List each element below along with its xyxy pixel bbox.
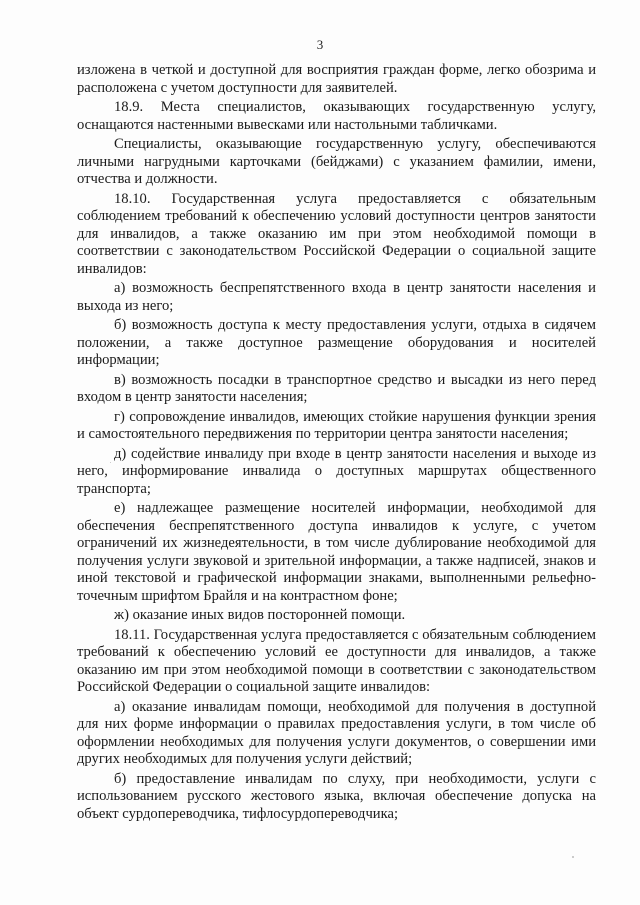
list-item-zh: ж) оказание иных видов посторонней помощи. — [114, 607, 406, 623]
list-item-b-2: б) предоставление инвалидам по слуху, при необходимости, услуги с использованием русского жестового языка, включая обеспечение допуска на объект сурдопереводчика, тифлосурдопереводчика; — [77, 770, 596, 822]
page-number: 3 — [316, 37, 324, 52]
scan-speck — [572, 856, 574, 858]
list-item-e: е) надлежащее размещение носителей информации, необходимой для обеспечения беспрепятственного доступа инвалидов к услуге, с учетом ограничений их жизнедеятельности, в том числе дублирование необходимой для получения услуги звуковой и зрительной информации, а также надписей, знаков и иной текстовой и графической информации знаками, выполненными рельефно-точечным шрифтом Брайля и на контрастном фоне; — [77, 500, 596, 604]
paragraph-continuation: изложена в четкой и доступной для восприятия граждан форме, легко обозрима и расположена с учетом доступности для заявителей. — [77, 62, 596, 96]
document-body — [77, 62, 596, 825]
list-item-v: в) возможность посадки в транспортное средство и высадки из него перед входом в центр занятости населения; — [77, 371, 596, 405]
list-item-d: д) содействие инвалиду при входе в центр занятости населения и выходе из него, информирование инвалида о доступных маршрутах общественного транспорта; — [77, 445, 596, 497]
paragraph-18-9: 18.9. Места специалистов, оказывающих государственную услугу, оснащаются настенными вывесками или настольными табличками. — [77, 99, 596, 133]
paragraph-specialists-badges: Специалисты, оказывающие государственную услугу, обеспечиваются личными нагрудными карточками (бейджами) с указанием фамилии, имени, отчества и должности. — [77, 136, 596, 187]
list-item-a-2: а) оказание инвалидам помощи, необходимой для получения в доступной для них форме информации о правилах предоставления услуги, в том числе об оформлении необходимых для получения услуги документов, о совершении ими других необходимых для получения услуги действий; — [77, 698, 596, 767]
paragraph-18-11: 18.11. Государственная услуга предоставляется с обязательным соблюдением требований к обеспечению условий ее доступности для инвалидов, а также оказанию им при этом необходимой помощи в соответствии с законодательством Российской Федерации о социальной защите инвалидов: — [77, 626, 596, 695]
list-item-b: б) возможность доступа к месту предоставления услуги, отдыха в сидячем положении, а также доступное размещение оборудования и носителей информации; — [77, 317, 596, 368]
scan-speck — [110, 462, 111, 463]
list-item-g: г) сопровождение инвалидов, имеющих стойкие нарушения функции зрения и самостоятельного передвижения по территории центра занятости населения; — [77, 408, 596, 442]
paragraph-18-10: 18.10. Государственная услуга предоставляется с обязательным соблюдением требований к обеспечению условий доступности центров занятости для инвалидов, а также оказанию им при этом необходимой помощи в соответствии с законодательством Российской Федерации о социальной защите инвалидов: — [77, 190, 596, 277]
list-item-a: а) возможность беспрепятственного входа в центр занятости населения и выхода из него; — [77, 280, 596, 314]
